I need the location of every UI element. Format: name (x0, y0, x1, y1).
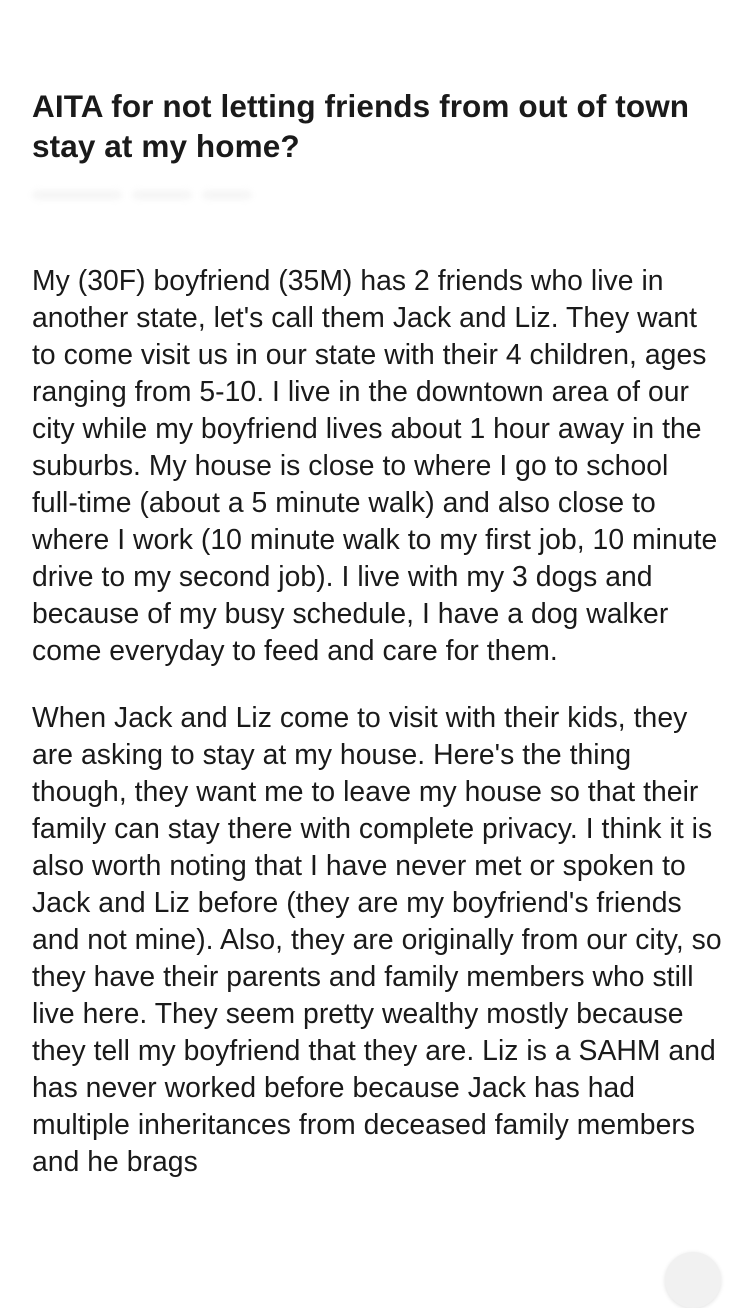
post-body (32, 262, 722, 1210)
floating-action-button[interactable] (665, 1252, 721, 1308)
post-paragraph: When Jack and Liz come to visit with their kids, they are asking to stay at my house. Here's the thing though, they want me to leave my house so that their family can stay there with complete privacy. I think it is also worth noting that I have never met or spoken to Jack and Liz before (they are my boyfriend's friends and not mine). Also, they are originally from our city, so they have their parents and family members who still live here. They seem pretty wealthy mostly because they tell my boyfriend that they are. Liz is a SAHM and has never worked before because Jack has had multiple inheritances from deceased family members and he brags (32, 701, 722, 1177)
post-container (32, 86, 722, 1177)
post-meta-placeholder (32, 190, 272, 212)
post-title: AITA for not letting friends from out of town stay at my home? (32, 88, 690, 164)
post-paragraph: My (30F) boyfriend (35M) has 2 friends who live in another state, let's call them Jack and Liz. They want to come visit us in our state with their 4 children, ages ranging from 5-10. I live in the downtown area of our city while my boyfriend lives about 1 hour away in the suburbs. My house is close to where I go to school full-time (about a 5 minute walk) and also close to where I work (10 minute walk to my first job, 10 minute drive to my second job). I live with my 3 dogs and because of my busy schedule, I have a dog walker come everyday to feed and care for them. (32, 264, 718, 666)
